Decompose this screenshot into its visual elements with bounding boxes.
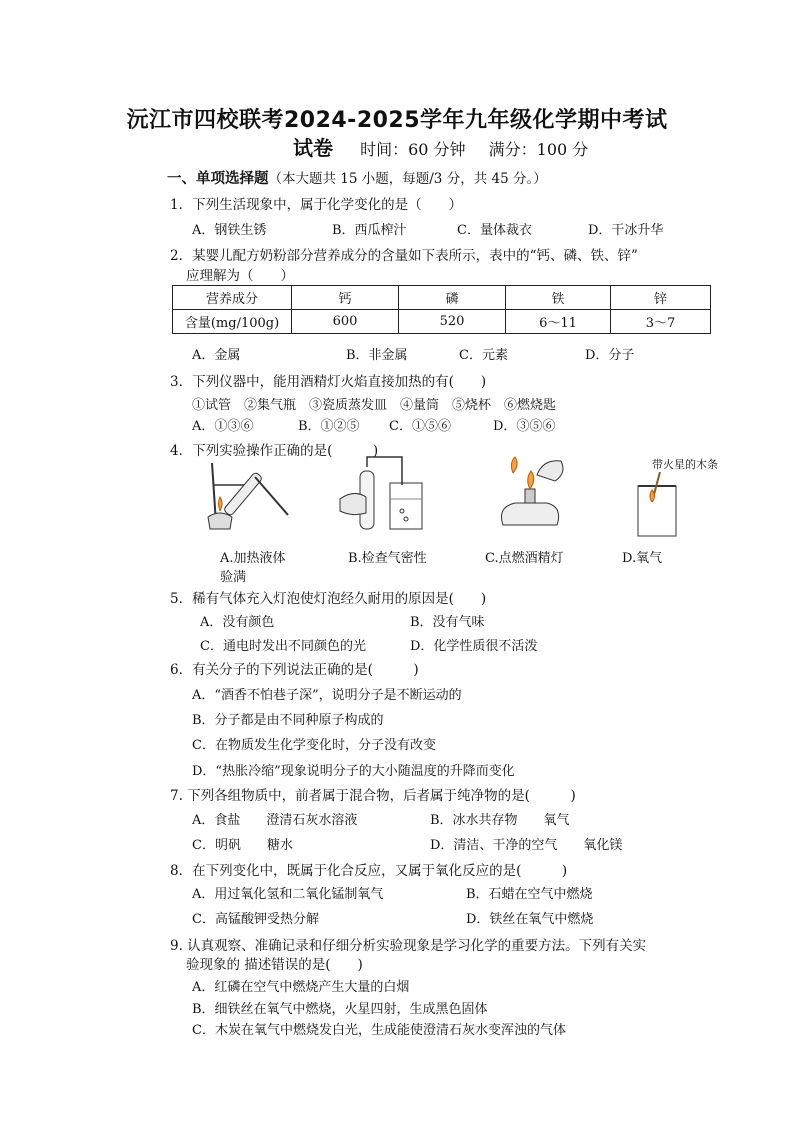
table-cell: 3～7 [611, 310, 711, 334]
q6-option-c: C．在物质发生化学变化时，分子没有改变 [192, 738, 436, 753]
q2-stem: 2．某婴儿配方奶粉部分营养成分的含量如下表所示，表中的“钙、磷、铁、锌” [170, 248, 638, 264]
q5-option-a: A．没有颜色 [200, 615, 275, 630]
q9-option-c: C．木炭在氧气中燃烧发白光，生成能使澄清石灰水变浑浊的气体 [192, 1023, 566, 1038]
q3-option-a: A．①③⑥ [192, 419, 254, 434]
q9-option-a: A．红磷在空气中燃烧产生大量的白烟 [192, 980, 410, 995]
q3-option-c: C．①⑤⑥ [389, 419, 451, 434]
q5-option-d: D．化学性质很不活泼 [410, 639, 538, 654]
q5-option-c: C．通电时发出不同颜色的光 [200, 639, 366, 654]
table-cell: 锌 [611, 286, 711, 310]
table-cell: 磷 [399, 286, 506, 310]
table-cell: 营养成分 [173, 286, 292, 310]
q1-option-a: A．钢铁生锈 [192, 223, 267, 238]
caption-b: B.检查气密性 [348, 551, 427, 566]
caption-c: C.点燃酒精灯 [485, 551, 564, 566]
q9-option-b: B．细铁丝在氧气中燃烧，火星四射，生成黑色固体 [192, 1002, 488, 1017]
section-note: （本大题共 15 小题，每题/3 分，共 45 分。） [268, 171, 547, 187]
q9-stem: 9. 认真观察、准确记录和仔细分析实验现象是学习化学的重要方法。下列有关实 [170, 938, 647, 954]
q7-option-d: D．清洁、干净的空气 氧化镁 [430, 838, 623, 853]
q9-stem-cont: 验现象的 描述错误的是( ) [186, 957, 363, 973]
figure-oxygen-full-check [630, 472, 690, 538]
q6-option-d: D．“热胀冷缩”现象说明分子的大小随温度的升降而变化 [192, 764, 515, 779]
q3-stem: 3．下列仪器中，能用酒精灯火焰直接加热的有( ) [170, 374, 487, 390]
caption-a: A.加热液体 [220, 551, 286, 566]
table-cell: 钙 [292, 286, 399, 310]
figure-label-glowing-splint: 带火星的木条 [652, 458, 718, 471]
exam-time: 时间：60 分钟 [360, 140, 466, 159]
q3-items: ①试管 ②集气瓶 ③瓷质蒸发皿 ④量筒 ⑤烧杯 ⑥燃烧匙 [192, 398, 557, 413]
q6-option-a: A．“酒香不怕巷子深”，说明分子是不断运动的 [192, 688, 462, 703]
section-heading [167, 167, 547, 188]
q3-option-d: D．③⑤⑥ [493, 419, 556, 434]
table-header-row [173, 286, 711, 310]
q2-option-c: C．元素 [459, 348, 508, 363]
table-cell: 520 [399, 310, 506, 334]
nutrient-table [172, 285, 711, 334]
caption-d: D.氧气 [622, 551, 663, 566]
figure-heating-liquid [200, 455, 295, 535]
q8-option-d: D．铁丝在氧气中燃烧 [466, 912, 594, 927]
q4-stem: 4．下列实验操作正确的是( ) [170, 443, 379, 459]
figure-airtightness-check [330, 455, 430, 537]
q2-option-a: A．金属 [192, 348, 241, 363]
exam-score: 满分：100 分 [488, 140, 589, 159]
q2-stem-cont: 应理解为（ ） [186, 268, 294, 284]
q2-option-d: D．分子 [585, 348, 635, 363]
q5-stem: 5．稀有气体充入灯泡使灯泡经久耐用的原因是( ) [170, 591, 487, 607]
q8-option-c: C．高锰酸钾受热分解 [192, 912, 319, 927]
caption-a-cont: 验满 [220, 570, 247, 585]
q7-option-c: C．明矾 糖水 [192, 838, 293, 853]
exam-subtitle: 试卷 [293, 136, 333, 160]
q8-option-b: B．石蜡在空气中燃烧 [466, 887, 593, 902]
q5-option-b: B．没有气味 [410, 615, 485, 630]
q1-option-c: C．量体裁衣 [457, 223, 532, 238]
q3-option-b: B．①②⑤ [298, 419, 360, 434]
exam-title: 沅江市四校联考2024-2025学年九年级化学期中考试 [126, 108, 668, 133]
q7-stem: 7. 下列各组物质中，前者属于混合物，后者属于纯净物的是( ) [170, 788, 576, 804]
exam-subtitle-line [293, 132, 588, 161]
q8-stem: 8．在下列变化中，既属于化合反应，又属于氧化反应的是( ) [170, 863, 568, 879]
table-cell: 600 [292, 310, 399, 334]
section-title: 一、单项选择题 [167, 171, 269, 187]
table-row [173, 310, 711, 334]
q1-option-b: B．西瓜榨汁 [332, 223, 407, 238]
q6-option-b: B．分子都是由不同种原子构成的 [192, 713, 384, 728]
table-cell: 6～11 [506, 310, 611, 334]
table-cell: 含量(mg/100g) [173, 310, 292, 334]
q6-stem: 6．有关分子的下列说法正确的是( ) [170, 662, 419, 678]
q2-option-b: B．非金属 [346, 348, 408, 363]
table-cell: 铁 [506, 286, 611, 310]
q1-option-d: D．干冰升华 [588, 223, 664, 238]
q7-option-b: B．冰水共存物 氧气 [430, 813, 570, 828]
q1-stem: 1．下列生活现象中，属于化学变化的是（ ） [170, 197, 463, 213]
q8-option-a: A．用过氧化氢和二氧化锰制氧气 [192, 887, 384, 902]
q7-option-a: A．食盐 澄清石灰水溶液 [192, 813, 358, 828]
figure-lighting-alcohol-lamp [485, 455, 575, 537]
